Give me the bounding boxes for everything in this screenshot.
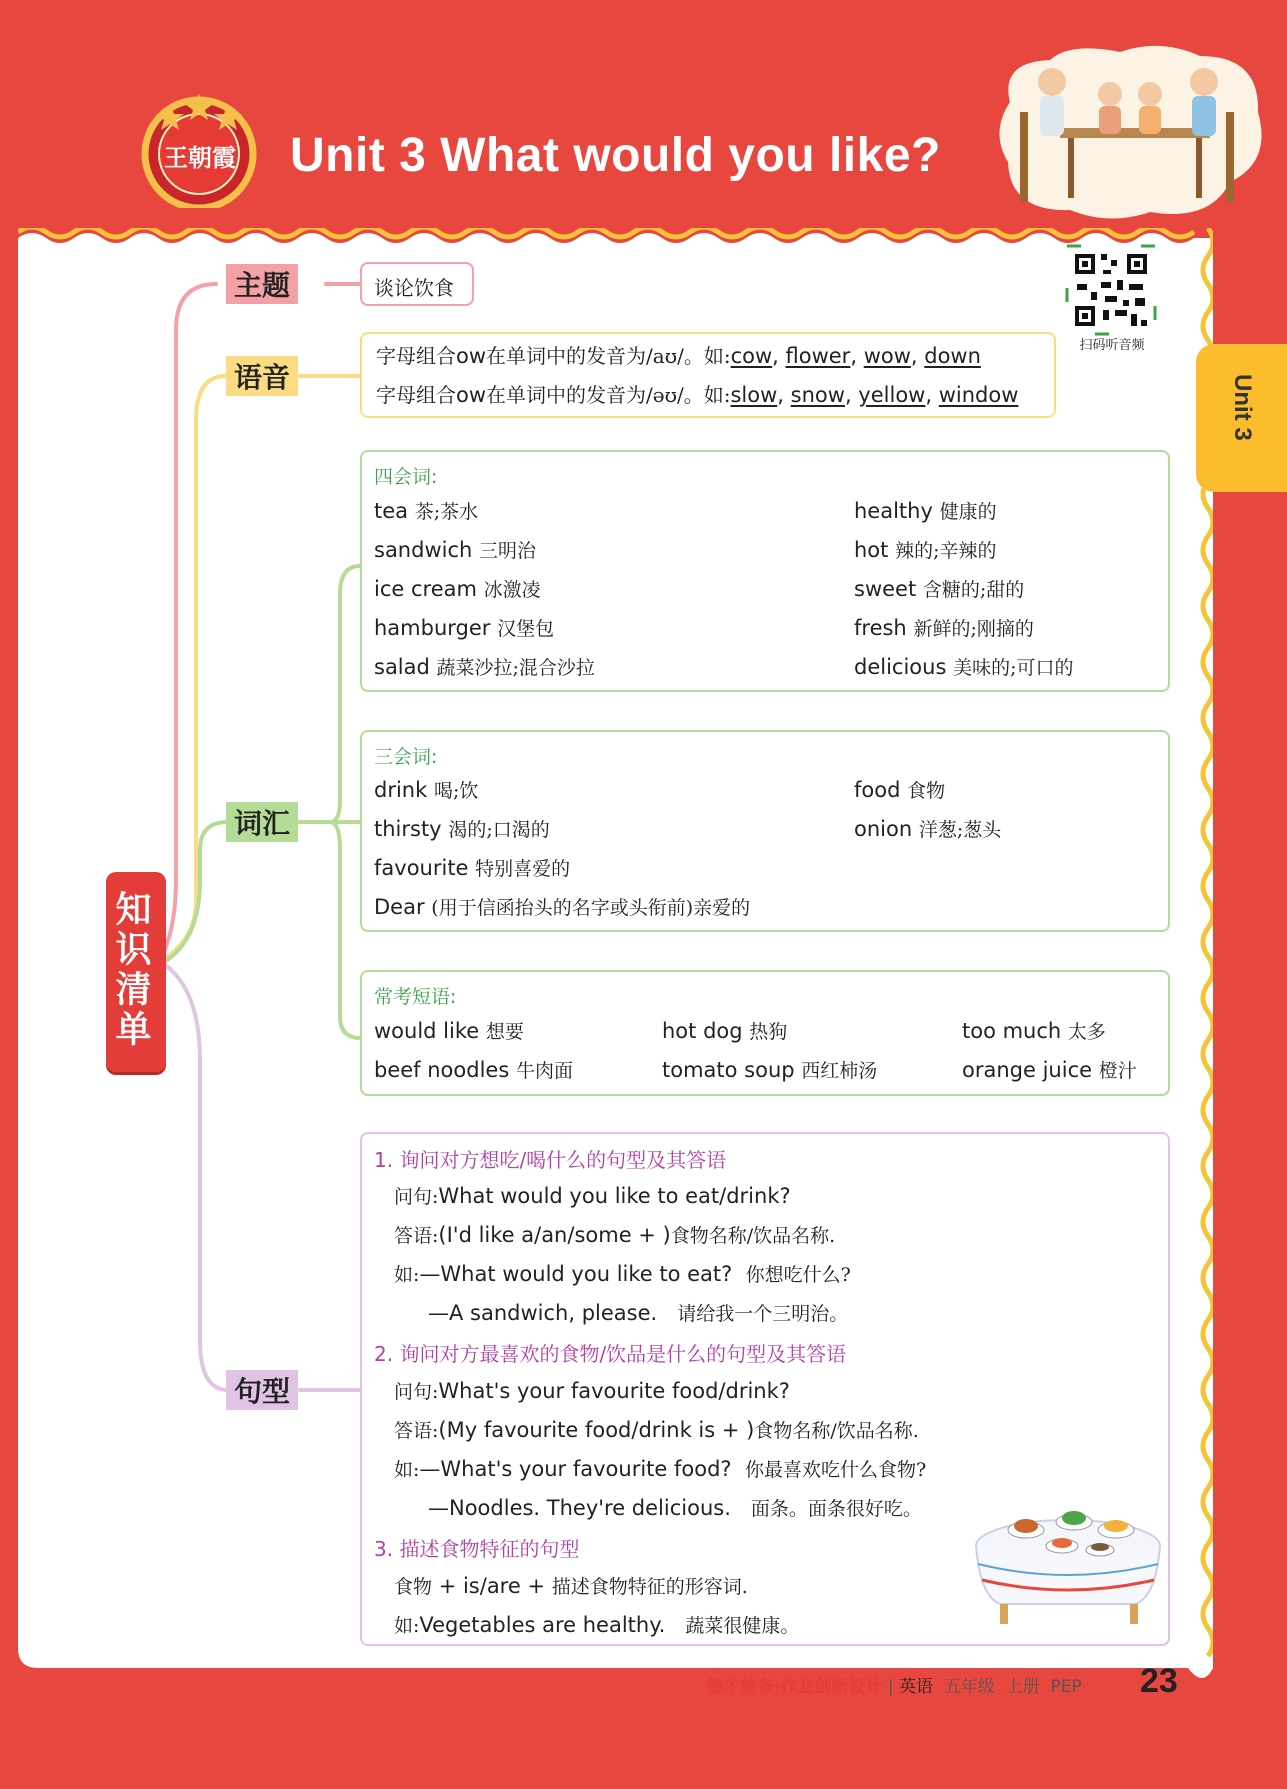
vocab-item: tea 茶;茶水 [374, 499, 479, 523]
phonics-word: flower [785, 344, 851, 368]
phrase-item: tomato soup 西红柿汤 [662, 1058, 878, 1082]
vocab-item: thirsty 渴的;口渴的 [374, 817, 550, 841]
vocab-item: salad 蔬菜沙拉;混合沙拉 [374, 655, 595, 679]
category-phonics: 语音 [226, 356, 298, 396]
sentence-line: 如:—What's your favourite food? 你最喜欢吃什么食物? [394, 1457, 927, 1481]
phrase-item: beef noodles 牛肉面 [374, 1058, 573, 1082]
footer-info: 德才兼备·作业创新设计 | 英语 五年级 上册 PEP [706, 1677, 1082, 1697]
sentence-line: 答语:(My favourite food/drink is + )食物名称/饮品名称. [394, 1418, 919, 1442]
footer-brand: 德才兼备·作业创新设计 [706, 1677, 883, 1697]
sentence-line: 食物 + is/are + 描述食物特征的形容词. [394, 1574, 748, 1598]
three-skill-heading: 三会词: [374, 746, 438, 768]
vocab-item: sandwich 三明治 [374, 538, 537, 562]
sentence-line: 问句:What would you like to eat/drink? [394, 1184, 791, 1208]
vocab-item: favourite 特别喜爱的 [374, 856, 571, 880]
category-sentences: 句型 [226, 1370, 298, 1410]
phonics-word: snow [790, 383, 845, 407]
vocab-item: healthy 健康的 [854, 499, 997, 523]
sentence-line: —A sandwich, please. 请给我一个三明治。 [428, 1301, 849, 1325]
phrases-heading: 常考短语: [374, 986, 457, 1008]
vocab-item: hot 辣的;辛辣的 [854, 538, 997, 562]
sentence-heading-3: 3. 描述食物特征的句型 [374, 1537, 580, 1561]
phrase-item: would like 想要 [374, 1019, 524, 1043]
phrase-item: too much 太多 [962, 1019, 1106, 1043]
three-skill-words-box [360, 730, 1170, 932]
vocab-item: food 食物 [854, 778, 946, 802]
page-title: Unit 3 What would you like? [290, 129, 941, 182]
sentence-line: 答语:(I'd like a/an/some + )食物名称/饮品名称. [394, 1223, 836, 1247]
phonics-word: yellow [858, 383, 926, 407]
four-skill-words-box [360, 450, 1170, 692]
four-skill-heading: 四会词: [374, 466, 438, 488]
topic-box [360, 262, 474, 306]
sentence-line: 如:Vegetables are healthy. 蔬菜很健康。 [394, 1613, 800, 1637]
category-topic: 主题 [226, 264, 298, 304]
mind-map-root: 知识清单 [106, 872, 166, 1072]
phonics-word: wow [863, 344, 911, 368]
food-table-illustration [970, 1500, 1166, 1630]
unit-side-tab: Unit 3 [1196, 344, 1287, 492]
phonics-word: cow [730, 344, 773, 368]
phonics-box [360, 332, 1056, 418]
phrases-box [360, 970, 1170, 1096]
topic-text: 谈论饮食 [374, 276, 454, 300]
phrase-item: orange juice 橙汁 [962, 1058, 1137, 1082]
phonics-word: window [938, 383, 1019, 407]
vocab-item: onion 洋葱;葱头 [854, 817, 1002, 841]
sentence-heading-1: 1. 询问对方想吃/喝什么的句型及其答语 [374, 1148, 727, 1172]
logo-text: 王朝霞 [164, 143, 236, 172]
sentence-heading-2: 2. 询问对方最喜欢的食物/饮品是什么的句型及其答语 [374, 1342, 847, 1366]
vocab-item: hamburger 汉堡包 [374, 616, 555, 640]
vocab-item: drink 喝;饮 [374, 778, 479, 802]
vocab-item: ice cream 冰激凌 [374, 577, 541, 601]
vocab-item: Dear (用于信函抬头的名字或头衔前)亲爱的 [374, 895, 751, 919]
category-vocab: 词汇 [226, 802, 298, 842]
phonics-line-1: 字母组合ow在单词中的发音为/aʊ/。如:cow, flower, wow, down [376, 344, 981, 368]
sentence-line: —Noodles. They're delicious. 面条。面条很好吃。 [428, 1496, 922, 1520]
vocab-item: sweet 含糖的;甜的 [854, 577, 1025, 601]
phonics-word: slow [730, 383, 778, 407]
phrase-item: hot dog 热狗 [662, 1019, 788, 1043]
phonics-line-2: 字母组合ow在单词中的发音为/əʊ/。如:slow, snow, yellow, window [376, 383, 1019, 407]
qr-label: 扫码听音频 [1079, 338, 1145, 353]
sentence-line: 如:—What would you like to eat? 你想吃什么? [394, 1262, 851, 1286]
phonics-word: down [924, 344, 981, 368]
vocab-item: fresh 新鲜的;刚摘的 [854, 616, 1034, 640]
vocab-item: delicious 美味的;可口的 [854, 655, 1074, 679]
sentence-line: 问句:What's your favourite food/drink? [394, 1379, 790, 1403]
page-number: 23 [1140, 1662, 1178, 1700]
